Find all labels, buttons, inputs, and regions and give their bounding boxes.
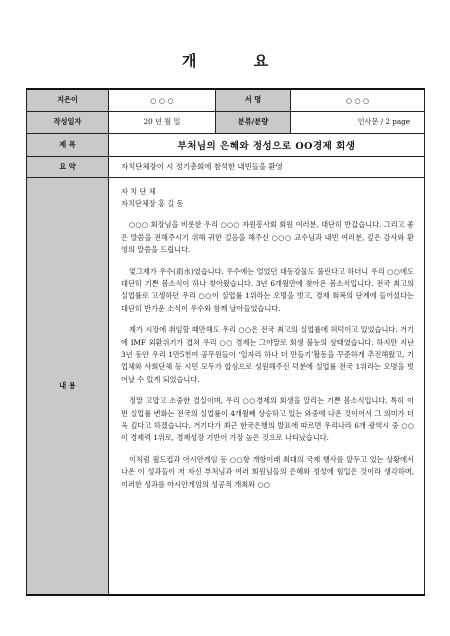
summary-label: 요 약 — [27, 156, 109, 177]
subject-value: 부처님의 은혜와 정성으로 OO경제 회생 — [109, 133, 425, 156]
summary-value: 자치단체장이 시 정기총회에 참석한 내빈들을 환영 — [109, 156, 425, 177]
section-value: ○ ○ ○ — [291, 89, 425, 111]
overview-form-table — [26, 88, 425, 596]
content-row — [27, 177, 425, 595]
content-paragraph-2: 엊그제가 우수(雨水)였습니다. 우수에는 얼었던 대동강물도 풀린다고 하더니 우리 ○○에도 대단히 기쁜 봄소식이 하나 찾아왔습니다. 3년 6개월만에 찾아온 봄소식입니다. 전국 최고의 실업률로 고생하던 우리 ○○이 실업률 1위라는 오명을 벗고, 경제 회복의 단계에 들어섰다는 대단히 반가운 소식이 우수와 함께 날아들었습니다. — [121, 266, 414, 313]
greeting-line-1: 자 치 단 체 — [121, 186, 156, 196]
section-label: 서 명 — [216, 89, 291, 111]
date-label: 작성일자 — [27, 111, 109, 133]
writer-label: 지은이 — [27, 89, 109, 111]
summary-row — [27, 156, 425, 177]
content-paragraph-3: 제가 시장에 취임할 때만해도 우리 ○○은 전국 최고의 실업률에 허덕이고 있었습니다. 거기에 IMF 외환위기가 겹쳐 우리 ○○ 경제는 그야말로 회생 불능의 상태였습니다. 하지만 지난 3년 동안 우리 1만5천여 공무원들이 ‘일자리 하나 더 만들기’활동을 꾸준하게 추진해왔고, 기업체와 사회단체 등 시민 모두가 합심으로 성원해주신 덕분에 실업률 전국 1위라는 오명을 벗어날 수 있게 되었습니다. — [121, 325, 414, 384]
content-body — [109, 177, 425, 595]
content-paragraph-1: ○○○ 회장님을 비롯한 우리 ○○○ 자원봉사회 회원 여러분, 대단히 반갑습니다. 그리고 좋은 말씀을 전해주시기 위해 귀한 걸음을 해주신 ○○○ 교수님과 내빈 여러분, 깊은 감사와 환영의 말씀을 드립니다. — [121, 220, 414, 255]
content-paragraph-4: 정말 고맙고 소중한 결실이며, 우리 ○○경제의 회생을 알리는 기쁜 봄소식입니다. 특히 이번 실업률 변화는 전국의 실업률이 4개월째 상승하고 있는 와중에 나온 것이어서 그 의미가 더욱 깊다고 하겠습니다. 거기다가 최근 한국은행의 발표에 따르면 우리나라 6개 광역시 중 ○○이 경제력 1위로, 경제성장 기반이 가장 높은 것으로 나타났습니다. — [121, 396, 414, 443]
writer-row — [27, 89, 425, 111]
date-row — [27, 111, 425, 133]
category-value: 인사문 / 2 page — [291, 111, 425, 133]
subject-row — [27, 133, 425, 156]
content-paragraph-5: 이처럼 월드컵과 아시안게임 등 ○○항 개항이래 최대의 국제 행사를 앞두고 있는 상황에서 나온 이 성과들이 저 자신 부처님과 여러 회원님들의 은혜와 정성에 힘입은 것이라 생각하며, 이러한 성과를 아시안게임의 성공적 개최와 ○○ — [121, 454, 414, 489]
document-title: 개 요 — [181, 52, 295, 70]
date-value: 20 년 월 일 — [109, 111, 216, 133]
content-label: 내 용 — [27, 177, 109, 595]
subject-label: 제 목 — [27, 133, 109, 156]
category-label: 분류/분량 — [216, 111, 291, 133]
greeting-line-2: 자치단체장 홍 길 동 — [121, 198, 184, 208]
writer-value: ○ ○ ○ — [109, 89, 216, 111]
